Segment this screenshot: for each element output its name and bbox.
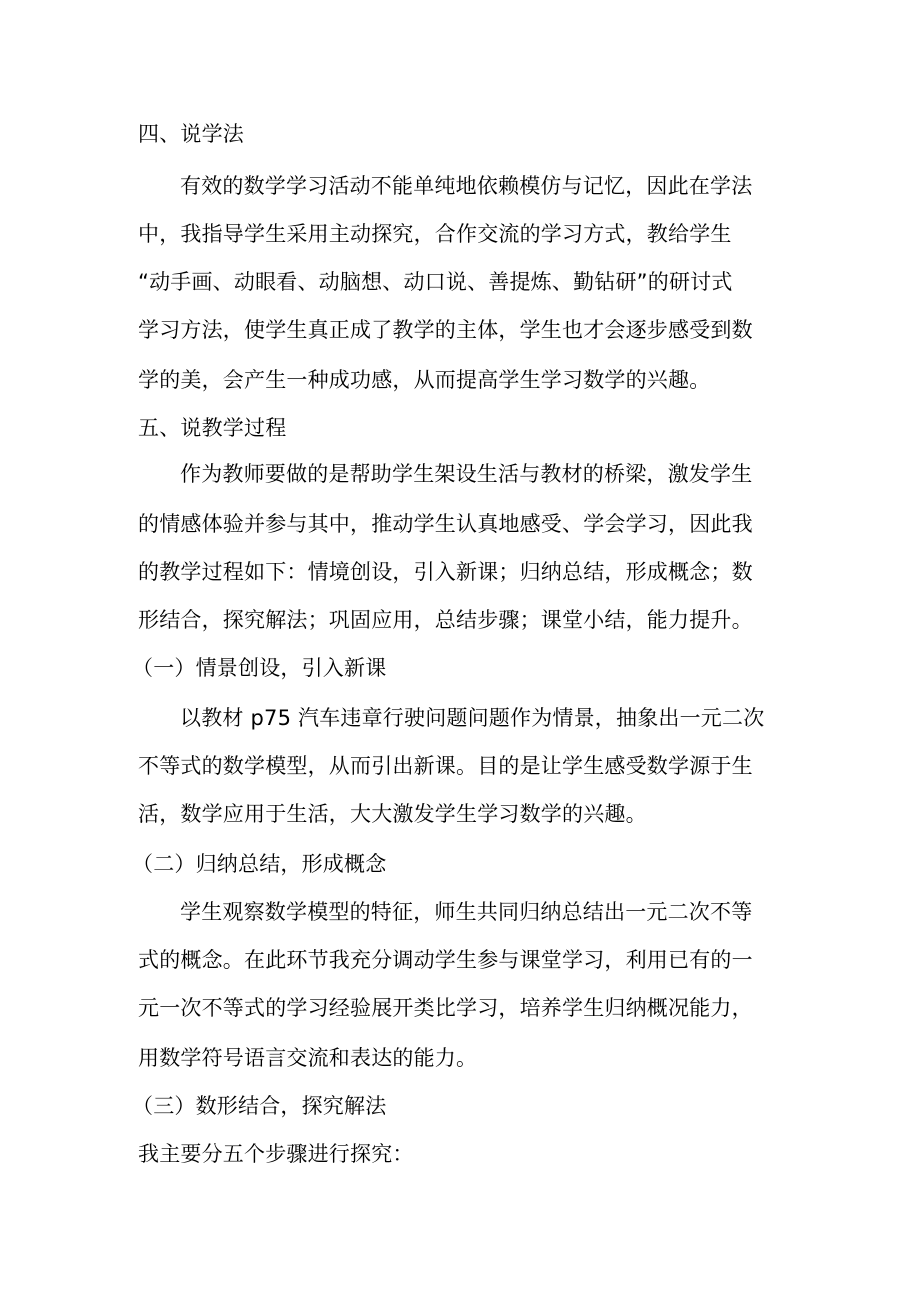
subsection-heading-1: （一）情景创设，引入新课 [132, 656, 387, 680]
paragraph-line: 我主要分五个步骤进行探究： [138, 1142, 414, 1166]
paragraph-line: 作为教师要做的是帮助学生架设生活与教材的桥梁，激发学生 [180, 462, 753, 486]
paragraph-line: 有效的数学学习活动不能单纯地依赖模仿与记忆，因此在学法 [180, 174, 753, 198]
paragraph-line: 学的美，会产生一种成功感，从而提高学生学习数学的兴趣。 [138, 368, 711, 392]
section-heading-teaching-process: 五、说教学过程 [138, 416, 287, 440]
paragraph-line: 学习方法，使学生真正成了教学的主体，学生也才会逐步感受到数 [138, 318, 753, 342]
paragraph-line: 以教材 p75 汽车违章行驶问题问题作为情景，抽象出一元二次 [180, 706, 765, 730]
paragraph-line: 式的概念。在此环节我充分调动学生参与课堂学习，利用已有的一 [138, 948, 753, 972]
paragraph-line: 形结合，探究解法；巩固应用，总结步骤；课堂小结，能力提升。 [138, 608, 753, 632]
paragraph-line: 元一次不等式的学习经验展开类比学习，培养学生归纳概况能力， [138, 996, 753, 1020]
paragraph-line: 学生观察数学模型的特征，师生共同归纳总结出一元二次不等 [180, 900, 753, 924]
paragraph-line: 不等式的数学模型，从而引出新课。目的是让学生感受数学源于生 [138, 754, 753, 778]
subsection-heading-2: （二）归纳总结，形成概念 [132, 852, 387, 876]
paragraph-line: 中，我指导学生采用主动探究，合作交流的学习方式，教给学生 [138, 222, 732, 246]
subsection-heading-3: （三）数形结合，探究解法 [132, 1094, 387, 1118]
section-heading-study-method: 四、说学法 [138, 122, 244, 146]
paragraph-line: 活，数学应用于生活，大大激发学生学习数学的兴趣。 [138, 802, 647, 826]
paragraph-line: 用数学符号语言交流和表达的能力。 [138, 1046, 478, 1070]
paragraph-line: “动手画、动眼看、动脑想、动口说、善提炼、勤钻研”的研讨式 [138, 270, 733, 294]
paragraph-line: 的情感体验并参与其中，推动学生认真地感受、学会学习，因此我 [138, 512, 753, 536]
paragraph-line: 的教学过程如下：情境创设，引入新课；归纳总结，形成概念；数 [138, 560, 753, 584]
